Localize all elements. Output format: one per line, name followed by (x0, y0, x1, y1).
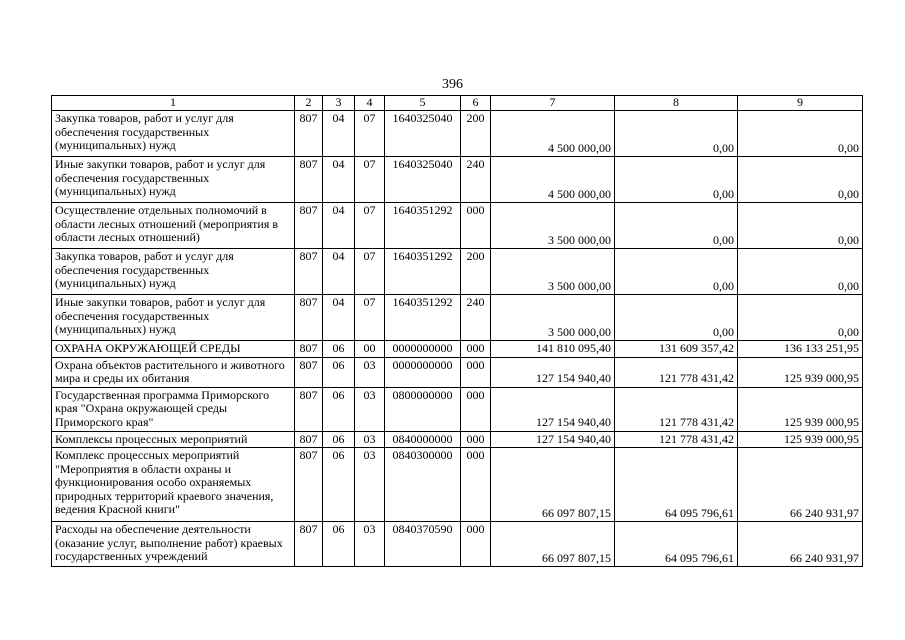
table-header-row (52, 96, 863, 111)
amount-col7: 66 097 807,15 (491, 448, 615, 522)
code-section: 06 (323, 341, 355, 358)
code-target: 0000000000 (385, 357, 461, 387)
code-section: 06 (323, 357, 355, 387)
row-name: Государственная программа Приморского края "Охрана окружающей среды Приморского края" (52, 387, 295, 431)
code-expense-type: 000 (461, 357, 491, 387)
code-admin: 807 (295, 249, 323, 295)
code-subsection: 00 (355, 341, 385, 358)
table-row (52, 111, 863, 157)
code-target: 0800000000 (385, 387, 461, 431)
code-subsection: 07 (355, 249, 385, 295)
row-name: Иные закупки товаров, работ и услуг для обеспечения государственных (муниципальных) нужд (52, 295, 295, 341)
code-admin: 807 (295, 203, 323, 249)
table-row (52, 157, 863, 203)
code-admin: 807 (295, 157, 323, 203)
amount-col7: 3 500 000,00 (491, 249, 615, 295)
row-name: Охрана объектов растительного и животного мира и среды их обитания (52, 357, 295, 387)
row-name: ОХРАНА ОКРУЖАЮЩЕЙ СРЕДЫ (52, 341, 295, 358)
row-name: Иные закупки товаров, работ и услуг для обеспечения государственных (муниципальных) нужд (52, 157, 295, 203)
code-subsection: 07 (355, 203, 385, 249)
amount-col9: 0,00 (738, 249, 863, 295)
amount-col9: 125 939 000,95 (738, 387, 863, 431)
column-header: 7 (491, 96, 615, 111)
code-section: 06 (323, 387, 355, 431)
amount-col8: 0,00 (615, 157, 738, 203)
code-subsection: 07 (355, 111, 385, 157)
table-row (52, 522, 863, 567)
row-name: Комплексы процессных мероприятий (52, 431, 295, 448)
budget-table (51, 95, 863, 567)
table-row (52, 341, 863, 358)
amount-col9: 136 133 251,95 (738, 341, 863, 358)
row-name: Закупка товаров, работ и услуг для обеспечения государственных (муниципальных) нужд (52, 111, 295, 157)
amount-col7: 3 500 000,00 (491, 203, 615, 249)
code-subsection: 03 (355, 431, 385, 448)
amount-col8: 64 095 796,61 (615, 522, 738, 567)
code-target: 0840370590 (385, 522, 461, 567)
code-target: 1640351292 (385, 203, 461, 249)
code-admin: 807 (295, 448, 323, 522)
amount-col9: 125 939 000,95 (738, 357, 863, 387)
amount-col8: 0,00 (615, 111, 738, 157)
row-name: Расходы на обеспечение деятельности (оказание услуг, выполнение работ) краевых государственных учреждений (52, 522, 295, 567)
amount-col9: 66 240 931,97 (738, 448, 863, 522)
column-header: 9 (738, 96, 863, 111)
amount-col9: 125 939 000,95 (738, 431, 863, 448)
amount-col7: 127 154 940,40 (491, 357, 615, 387)
code-expense-type: 000 (461, 431, 491, 448)
amount-col7: 3 500 000,00 (491, 295, 615, 341)
page-number: 396 (442, 77, 463, 92)
amount-col7: 127 154 940,40 (491, 387, 615, 431)
row-name: Комплекс процессных мероприятий "Мероприятия в области охраны и функционирования особо охраняемых природных территорий краевого значения, ведения Красной книги" (52, 448, 295, 522)
code-admin: 807 (295, 295, 323, 341)
code-section: 06 (323, 431, 355, 448)
table-row (52, 295, 863, 341)
amount-col7: 66 097 807,15 (491, 522, 615, 567)
code-section: 04 (323, 111, 355, 157)
amount-col8: 131 609 357,42 (615, 341, 738, 358)
code-subsection: 03 (355, 448, 385, 522)
code-section: 04 (323, 157, 355, 203)
amount-col8: 121 778 431,42 (615, 387, 738, 431)
amount-col7: 4 500 000,00 (491, 111, 615, 157)
table-row (52, 203, 863, 249)
code-expense-type: 000 (461, 448, 491, 522)
amount-col8: 0,00 (615, 203, 738, 249)
amount-col8: 0,00 (615, 295, 738, 341)
code-target: 1640351292 (385, 295, 461, 341)
table-body (52, 96, 863, 567)
code-section: 04 (323, 295, 355, 341)
column-header: 3 (323, 96, 355, 111)
code-expense-type: 000 (461, 522, 491, 567)
table-row (52, 249, 863, 295)
code-admin: 807 (295, 522, 323, 567)
code-section: 06 (323, 448, 355, 522)
amount-col7: 141 810 095,40 (491, 341, 615, 358)
column-header: 6 (461, 96, 491, 111)
amount-col7: 4 500 000,00 (491, 157, 615, 203)
code-target: 1640325040 (385, 157, 461, 203)
code-section: 04 (323, 203, 355, 249)
code-subsection: 03 (355, 522, 385, 567)
code-target: 1640351292 (385, 249, 461, 295)
code-section: 06 (323, 522, 355, 567)
amount-col8: 121 778 431,42 (615, 431, 738, 448)
table-row (52, 431, 863, 448)
code-target: 0000000000 (385, 341, 461, 358)
code-section: 04 (323, 249, 355, 295)
code-admin: 807 (295, 357, 323, 387)
row-name: Закупка товаров, работ и услуг для обеспечения государственных (муниципальных) нужд (52, 249, 295, 295)
column-header: 5 (385, 96, 461, 111)
code-admin: 807 (295, 387, 323, 431)
code-subsection: 07 (355, 295, 385, 341)
column-header: 4 (355, 96, 385, 111)
column-header: 1 (52, 96, 295, 111)
amount-col9: 0,00 (738, 157, 863, 203)
code-subsection: 07 (355, 157, 385, 203)
code-expense-type: 000 (461, 203, 491, 249)
code-expense-type: 240 (461, 295, 491, 341)
amount-col9: 66 240 931,97 (738, 522, 863, 567)
code-expense-type: 200 (461, 111, 491, 157)
table-row (52, 387, 863, 431)
amount-col9: 0,00 (738, 295, 863, 341)
row-name: Осуществление отдельных полномочий в области лесных отношений (мероприятия в области лесных отношений) (52, 203, 295, 249)
amount-col9: 0,00 (738, 111, 863, 157)
column-header: 2 (295, 96, 323, 111)
code-target: 0840000000 (385, 431, 461, 448)
code-expense-type: 240 (461, 157, 491, 203)
amount-col8: 121 778 431,42 (615, 357, 738, 387)
code-expense-type: 200 (461, 249, 491, 295)
code-admin: 807 (295, 111, 323, 157)
table-row (52, 357, 863, 387)
amount-col9: 0,00 (738, 203, 863, 249)
code-expense-type: 000 (461, 387, 491, 431)
amount-col7: 127 154 940,40 (491, 431, 615, 448)
code-subsection: 03 (355, 387, 385, 431)
amount-col8: 0,00 (615, 249, 738, 295)
table-row (52, 448, 863, 522)
code-subsection: 03 (355, 357, 385, 387)
amount-col8: 64 095 796,61 (615, 448, 738, 522)
code-expense-type: 000 (461, 341, 491, 358)
code-admin: 807 (295, 341, 323, 358)
column-header: 8 (615, 96, 738, 111)
code-admin: 807 (295, 431, 323, 448)
code-target: 0840300000 (385, 448, 461, 522)
code-target: 1640325040 (385, 111, 461, 157)
